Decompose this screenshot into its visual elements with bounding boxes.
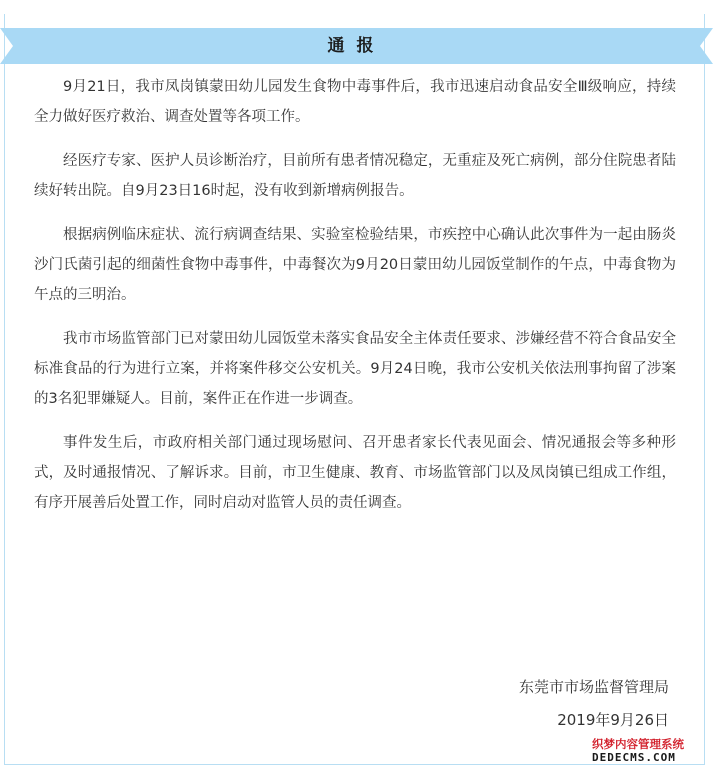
paragraph-3: 根据病例临床症状、流行病调查结果、实验室检验结果，市疾控中心确认此次事件为一起由肠炎沙门氏菌引起的细菌性食物中毒事件，中毒餐次为9月20日蒙田幼儿园饭堂制作的午点，中毒食物为午点的三明治。 — [34, 227, 676, 303]
paragraph-2: 经医疗专家、医护人员诊断治疗，目前所有患者情况稳定，无重症及死亡病例，部分住院患者陆续好转出院。自9月23日16时起，没有收到新增病例报告。 — [34, 153, 676, 199]
signature-organization: 东莞市市场监督管理局 — [518, 678, 669, 696]
notice-body — [34, 72, 676, 532]
paragraph-4: 我市市场监管部门已对蒙田幼儿园饭堂未落实食品安全主体责任要求、涉嫌经营不符合食品安全标准食品的行为进行立案，并将案件移交公安机关。9月24日晚，我市公安机关依法刑事拘留了涉案的3名犯罪嫌疑人。目前，案件正在作进一步调查。 — [34, 331, 676, 407]
watermark-logo — [592, 737, 707, 767]
paragraph-5: 事件发生后，市政府相关部门通过现场慰问、召开患者家长代表见面会、情况通报会等多种形式，及时通报情况、了解诉求。目前，市卫生健康、教育、市场监管部门以及凤岗镇已组成工作组，有序开展善后处置工作，同时启动对监管人员的责任调查。 — [34, 435, 676, 511]
signature-date: 2019年9月26日 — [557, 711, 669, 729]
watermark-line2: DEDECMS.COM — [592, 751, 676, 764]
page-title: 通报 — [327, 36, 386, 56]
watermark-line1: 织梦内容管理系统 — [592, 737, 684, 751]
paragraph-1: 9月21日，我市凤岗镇蒙田幼儿园发生食物中毒事件后，我市迅速启动食品安全Ⅲ级响应，持续全力做好医疗救治、调查处置等各项工作。 — [34, 79, 676, 125]
title-banner — [0, 28, 713, 64]
